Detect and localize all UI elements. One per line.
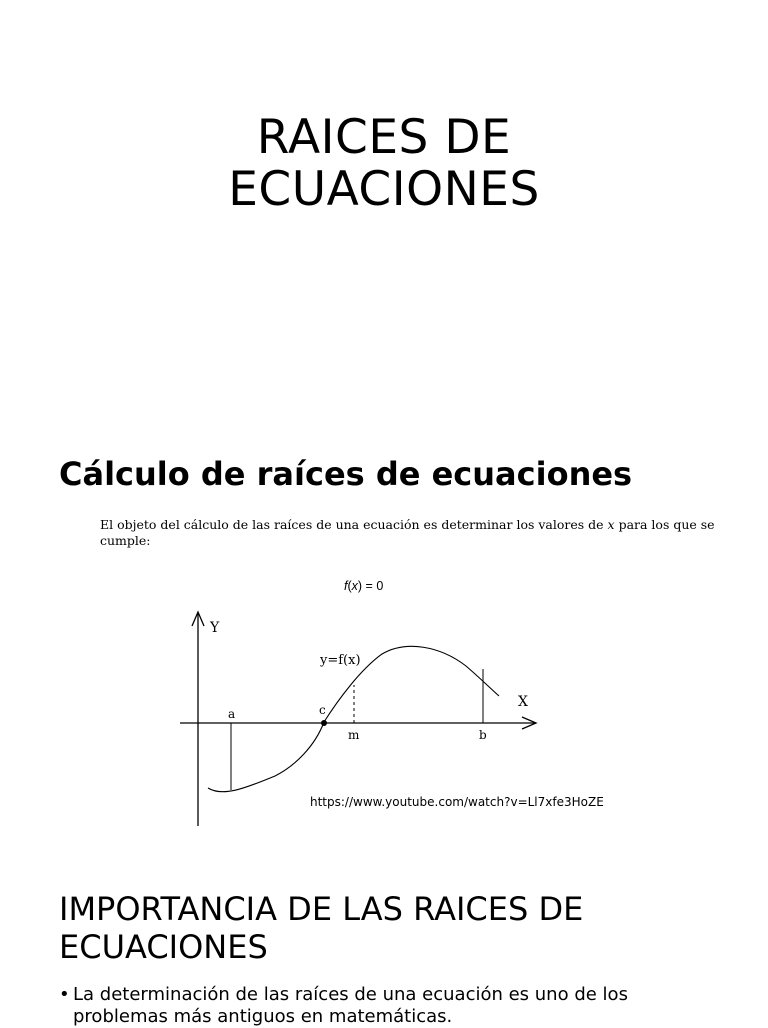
x-axis-label: X: [518, 694, 528, 710]
equation-variable: x: [351, 579, 358, 593]
root-point-c: [321, 720, 327, 726]
video-link[interactable]: https://www.youtube.com/watch?v=Ll7xfe3HoZE: [310, 795, 604, 809]
intro-paragraph: [100, 517, 768, 549]
slide-importance: [0, 880, 768, 1027]
label-a: a: [228, 707, 236, 721]
equation: f(x) = 0: [344, 579, 384, 593]
importance-heading-line-1: IMPORTANCIA DE LAS RAICES DE: [59, 890, 584, 928]
y-axis-label: Y: [210, 620, 220, 636]
label-b: b: [479, 728, 487, 742]
equation-function: f: [344, 579, 348, 593]
slide-calculation: [0, 440, 768, 840]
label-m: m: [348, 728, 360, 742]
equation-rhs: = 0: [362, 579, 384, 593]
slide-title-heading: [0, 112, 768, 216]
title-line-2: ECUACIONES: [228, 162, 540, 217]
label-c: c: [319, 703, 326, 717]
importance-heading: [59, 890, 583, 966]
intro-text-start: El objeto del cálculo de las raíces de una ecuación es determinar los valores de: [100, 517, 608, 532]
bullet-list: [59, 984, 699, 1028]
bullet-item: • La determinación de las raíces de una ecuación es uno de los problemas más antiguos en matemáticas.: [59, 984, 699, 1028]
intro-text-end: para los que se cumple:: [100, 517, 715, 548]
title-line-1: RAICES DE: [256, 110, 512, 165]
importance-heading-line-2: ECUACIONES: [59, 928, 268, 966]
slide-title: [0, 0, 768, 400]
curve-label: y=f(x): [320, 653, 361, 668]
function-curve: [208, 646, 499, 791]
intro-variable: x: [607, 517, 615, 532]
section-heading: Cálculo de raíces de ecuaciones: [59, 455, 633, 493]
